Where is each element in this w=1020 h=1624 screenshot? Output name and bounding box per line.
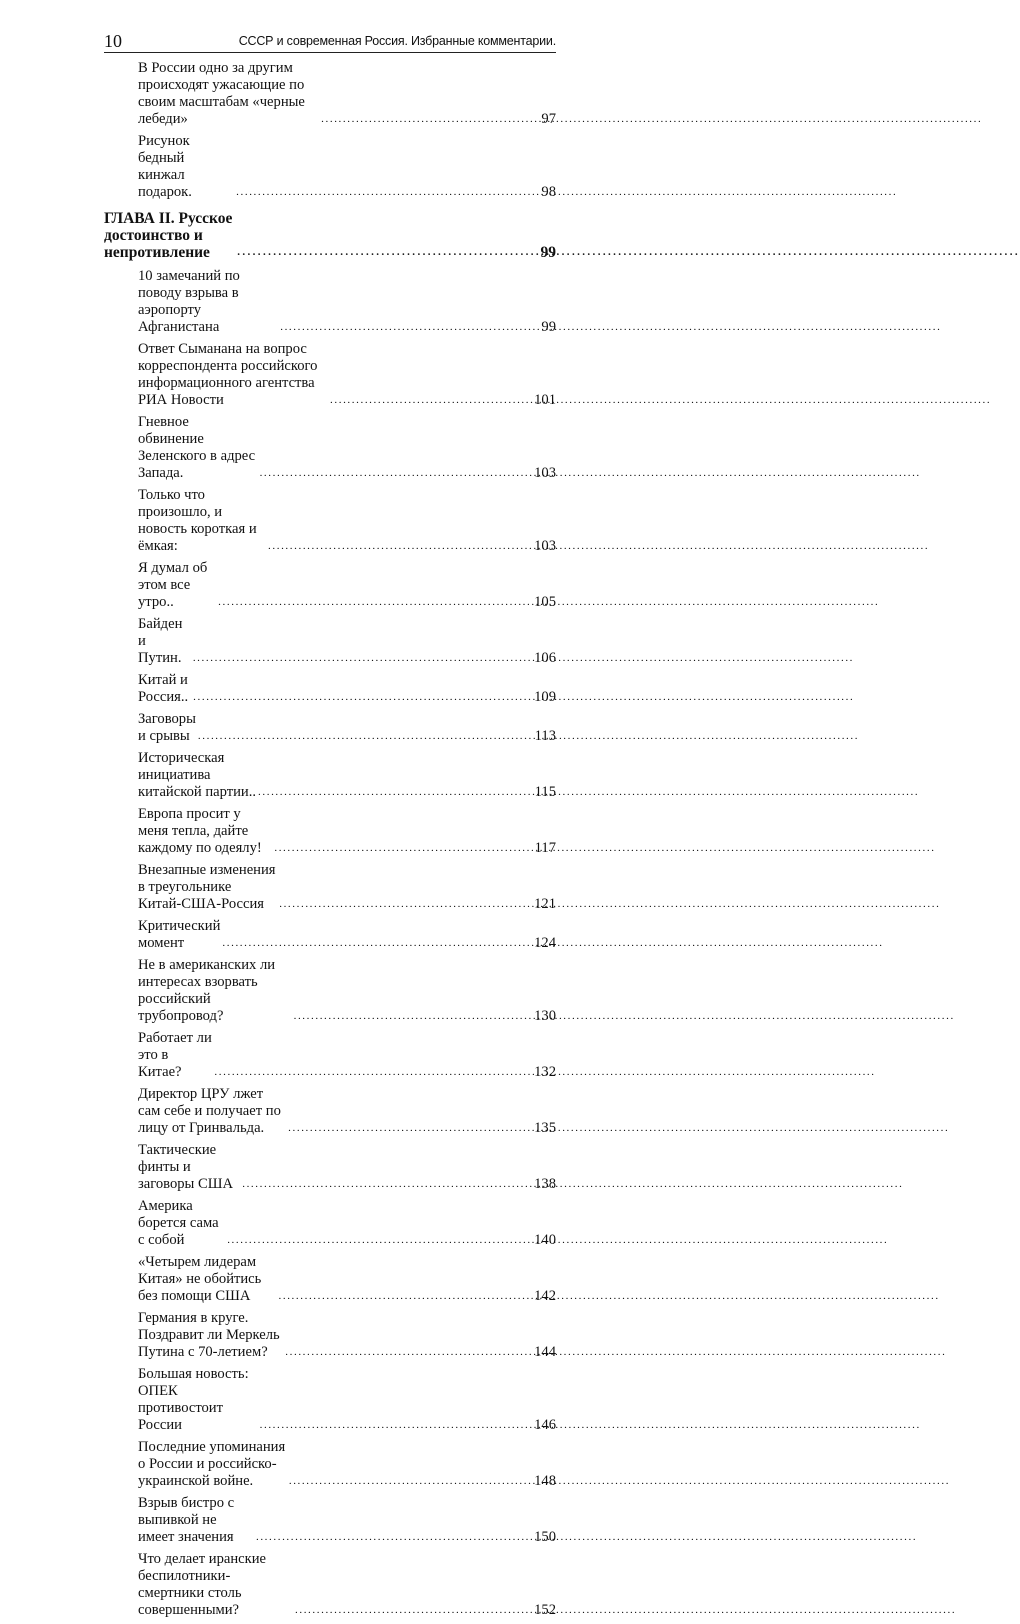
toc-entry[interactable] xyxy=(104,711,556,745)
toc-entry[interactable] xyxy=(104,487,556,555)
dot-leader xyxy=(193,691,532,703)
toc-entry-title: Европа просит у меня тепла, дайте каждому по одеялу! xyxy=(138,806,262,856)
toc-entry-title: Германия в круге. Поздравит ли Меркель Путина с 70-летием? xyxy=(138,1310,280,1360)
toc-entry[interactable] xyxy=(104,1086,556,1137)
toc-entry-page: 113 xyxy=(534,728,556,744)
dot-leader xyxy=(258,786,533,798)
toc-entry-title: Китай и Россия.. xyxy=(138,672,189,705)
toc-entry[interactable] xyxy=(104,341,556,409)
dot-leader xyxy=(268,540,532,552)
dot-leader xyxy=(289,1475,532,1487)
page-number: 10 xyxy=(104,31,122,51)
dot-leader xyxy=(198,730,533,742)
dot-leader xyxy=(321,113,539,125)
toc-entry-title: Что делает иранские беспилотники-смертники столь совершенными? xyxy=(138,1551,267,1618)
toc-entry[interactable] xyxy=(104,560,556,611)
running-title: СССР и современная Россия. Избранные комментарии. xyxy=(238,34,556,48)
running-header xyxy=(104,30,556,53)
toc-entry-title: Работает ли это в Китае? xyxy=(138,1030,212,1080)
toc-entry-page: 124 xyxy=(534,935,556,951)
toc-chapter-title: ГЛАВА II. Русское достоинство и непротивление xyxy=(104,210,233,261)
toc-entry-page: 121 xyxy=(534,896,556,912)
toc-entry-page: 144 xyxy=(534,1344,556,1360)
toc-entry-page: 117 xyxy=(534,840,556,856)
toc-chapter-heading[interactable] xyxy=(104,210,556,261)
toc-entry[interactable] xyxy=(104,1310,556,1361)
toc-entry-title: Большая новость: ОПЕК противостоит России xyxy=(138,1366,249,1433)
toc-entry-title: Гневное обвинение Зеленского в адрес Запада. xyxy=(138,414,256,481)
toc-entry-page: 98 xyxy=(541,184,556,200)
toc-entry-title: 10 замечаний по поводу взрыва в аэропорту Афганистана xyxy=(138,268,240,335)
toc-entry-page: 135 xyxy=(534,1120,556,1136)
dot-leader xyxy=(288,1122,532,1134)
toc-entry-page: 99 xyxy=(541,319,556,335)
toc-entry-title: Не в американских ли интересах взорвать российский трубопровод? xyxy=(138,957,276,1024)
toc-entry-title: Ответ Сыманана на вопрос корреспондента российского информационного агентства РИА Новости xyxy=(138,341,318,408)
toc-entry-page: 130 xyxy=(534,1008,556,1024)
toc-entry-page: 103 xyxy=(534,538,556,554)
toc-entry-page: 132 xyxy=(534,1064,556,1080)
dot-leader xyxy=(242,1178,532,1190)
dot-leader xyxy=(260,1419,532,1431)
dot-leader xyxy=(256,1531,532,1543)
toc-entry[interactable] xyxy=(104,60,556,128)
toc-entry-title: В России одно за другим происходят ужасающие по своим масштабам «черные лебеди» xyxy=(138,60,305,127)
toc-entry-title: Только что произошло, и новость короткая и ёмкая: xyxy=(138,487,257,554)
toc-chapter-page: 99 xyxy=(540,244,556,261)
toc-entry-page: 106 xyxy=(534,650,556,666)
toc-entry-page: 148 xyxy=(534,1473,556,1489)
dot-leader xyxy=(218,596,532,608)
toc-entry[interactable] xyxy=(104,918,556,952)
toc-entry-title: Внезапные изменения в треугольнике Китай-США-Россия xyxy=(138,862,276,912)
toc-entry[interactable] xyxy=(104,672,556,706)
dot-leader xyxy=(285,1346,532,1358)
toc-entry[interactable] xyxy=(104,862,556,913)
dot-leader xyxy=(236,186,539,198)
toc-entry-page: 115 xyxy=(534,784,556,800)
toc-entry-title: Я думал об этом все утро.. xyxy=(138,560,208,610)
dot-leader xyxy=(193,652,532,664)
dot-leader xyxy=(227,1234,532,1246)
toc-entry-title: Взрыв бистро с выпивкой не имеет значения xyxy=(138,1495,235,1545)
toc-entry-title: «Четырем лидерам Китая» не обойтись без помощи США xyxy=(138,1254,262,1304)
dot-leader xyxy=(222,937,532,949)
toc-entry-title: Тактические финты и заговоры США xyxy=(138,1142,233,1192)
toc-entry-page: 138 xyxy=(534,1176,556,1192)
toc-entry-title: Директор ЦРУ лжет сам себе и получает по лицу от Гринвальда. xyxy=(138,1086,281,1136)
dot-leader xyxy=(294,1010,533,1022)
toc-entry-page: 146 xyxy=(534,1417,556,1433)
toc-entry[interactable] xyxy=(104,133,556,201)
toc-entry-title: Последние упоминания о России и российско-украинской войне. xyxy=(138,1439,286,1489)
toc-entry-page: 140 xyxy=(534,1232,556,1248)
toc-entry-title: Америка борется сама с собой xyxy=(138,1198,219,1248)
toc-entry-title: Историческая инициатива китайской партии.. xyxy=(138,750,257,800)
dot-leader xyxy=(279,898,532,910)
toc-entry[interactable] xyxy=(104,1439,556,1490)
dot-leader xyxy=(330,394,532,406)
toc-entry[interactable] xyxy=(104,957,556,1025)
toc-entry[interactable] xyxy=(104,1551,556,1619)
toc-entry-page: 142 xyxy=(534,1288,556,1304)
dot-leader xyxy=(279,1290,533,1302)
dot-leader xyxy=(214,1066,532,1078)
toc-entry-page: 109 xyxy=(534,689,556,705)
toc-entry-page: 105 xyxy=(534,594,556,610)
toc-entry[interactable] xyxy=(104,750,556,801)
toc-entry[interactable] xyxy=(104,806,556,857)
toc-entry-page: 103 xyxy=(534,465,556,481)
dot-leader xyxy=(295,1604,532,1616)
toc-entry-title: Байден и Путин. xyxy=(138,616,183,666)
toc-entry-title: Критический момент xyxy=(138,918,221,951)
toc-entry[interactable] xyxy=(104,268,556,336)
table-of-contents xyxy=(104,60,556,1624)
toc-entry[interactable] xyxy=(104,1254,556,1305)
toc-entry[interactable] xyxy=(104,1142,556,1193)
toc-entry-page: 152 xyxy=(534,1602,556,1618)
toc-entry[interactable] xyxy=(104,414,556,482)
dot-leader xyxy=(260,467,533,479)
toc-entry[interactable] xyxy=(104,1198,556,1249)
toc-entry-page: 97 xyxy=(541,111,556,127)
toc-entry-title: Рисунок бедный кинжал подарок. xyxy=(138,133,192,200)
toc-entry-page: 150 xyxy=(534,1529,556,1545)
toc-entry-page: 101 xyxy=(534,392,556,408)
dot-leader xyxy=(274,842,532,854)
toc-entry-title: Заговоры и срывы xyxy=(138,711,196,744)
dot-leader xyxy=(237,246,538,258)
toc-entry[interactable] xyxy=(104,616,556,667)
toc-entry[interactable] xyxy=(104,1366,556,1434)
toc-entry[interactable] xyxy=(104,1495,556,1546)
dot-leader xyxy=(280,321,539,333)
toc-entry[interactable] xyxy=(104,1030,556,1081)
